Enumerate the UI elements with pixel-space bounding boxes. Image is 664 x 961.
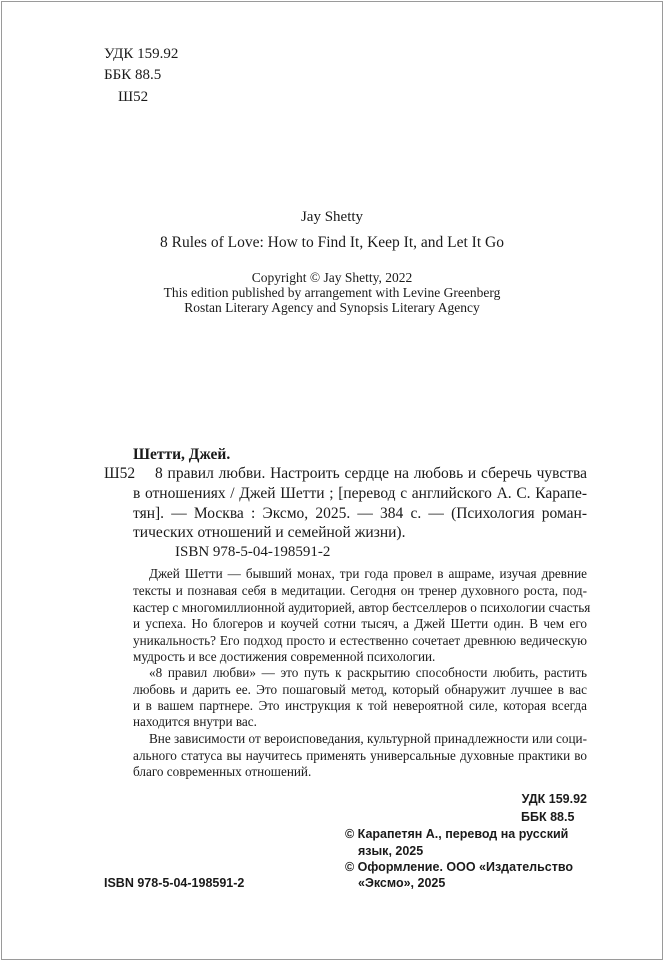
- copyright-line: Copyright © Jay Shetty, 2022: [251, 270, 413, 285]
- catalog-line: тических отношений и семейной жизни).: [133, 524, 406, 541]
- annotation-line: благо современных отношений.: [133, 764, 312, 779]
- catalog-mark: Ш52: [104, 465, 136, 482]
- credit-line: язык, 2025: [358, 844, 424, 858]
- catalog-line: в отношениях / Джей Шетти ; [перевод с английского А. С. Карапе-: [133, 485, 587, 502]
- annotation-line: «8 правил любви» — это путь к раскрытию способности любить, растить: [149, 665, 587, 680]
- annotation-line: находится внутри вас.: [133, 714, 257, 729]
- credit-line: © Карапетян А., перевод на русский: [345, 827, 569, 841]
- annotation-line: Вне зависимости от вероисповедания, культурной принадлежности или соци-: [149, 731, 587, 746]
- bottom-bbk: ББК 88.5: [521, 810, 575, 824]
- bbk-code: ББК 88.5: [104, 67, 162, 83]
- annotation-line: любовь и дарить ее. Это пошаговый метод, который обнаружит лучшее в вас: [133, 682, 587, 697]
- annotation-line: мудрость и все достижения современной психологии.: [133, 649, 436, 664]
- udk-code: УДК 159.92: [104, 46, 179, 62]
- copyright-line: This edition published by arrangement with Levine Greenberg: [163, 285, 501, 300]
- annotation-line: кастер с многомиллионной аудиторией, автор бестселлеров о психологии счастья: [133, 600, 591, 615]
- credit-line: «Эксмо», 2025: [358, 876, 446, 890]
- catalog-heading: Шетти, Джей.: [133, 446, 231, 463]
- annotation-line: уникальность? Его подход просто и естественно сочетает древнюю ведическую: [133, 633, 587, 648]
- annotation-line: тексты и познавая себя в медитации. Сегодня он тренер духовного роста, под-: [133, 583, 587, 598]
- annotation-line: и успеха. Но блогеров и коучей сотни тысяч, а Джей Шетти один. В чем его: [133, 616, 587, 631]
- bottom-isbn: ISBN 978-5-04-198591-2: [104, 876, 245, 890]
- annotation-line: и в вашем партнере. Это инструкция к той невероятной силе, которая всегда: [133, 698, 587, 713]
- author-mark: Ш52: [118, 89, 149, 105]
- original-author: Jay Shetty: [300, 209, 364, 225]
- credit-line: © Оформление. ООО «Издательство: [345, 860, 573, 874]
- original-title: 8 Rules of Love: How to Find It, Keep It, and Let It Go: [160, 234, 504, 251]
- annotation-line: ального статуса вы научитесь применять универсальные духовные практики во: [133, 748, 587, 763]
- bottom-udk: УДК 159.92: [521, 792, 587, 806]
- catalog-line: 8 правил любви. Настроить сердце на любовь и сберечь чувства: [155, 465, 587, 482]
- annotation-line: Джей Шетти — бывший монах, три года провел в ашраме, изучая древние: [149, 566, 587, 581]
- catalog-isbn: ISBN 978-5-04-198591-2: [175, 544, 331, 560]
- copyright-line: Rostan Literary Agency and Synopsis Literary Agency: [184, 300, 480, 315]
- catalog-line: тян]. — Москва : Эксмо, 2025. — 384 с. — (Психология роман-: [133, 505, 587, 522]
